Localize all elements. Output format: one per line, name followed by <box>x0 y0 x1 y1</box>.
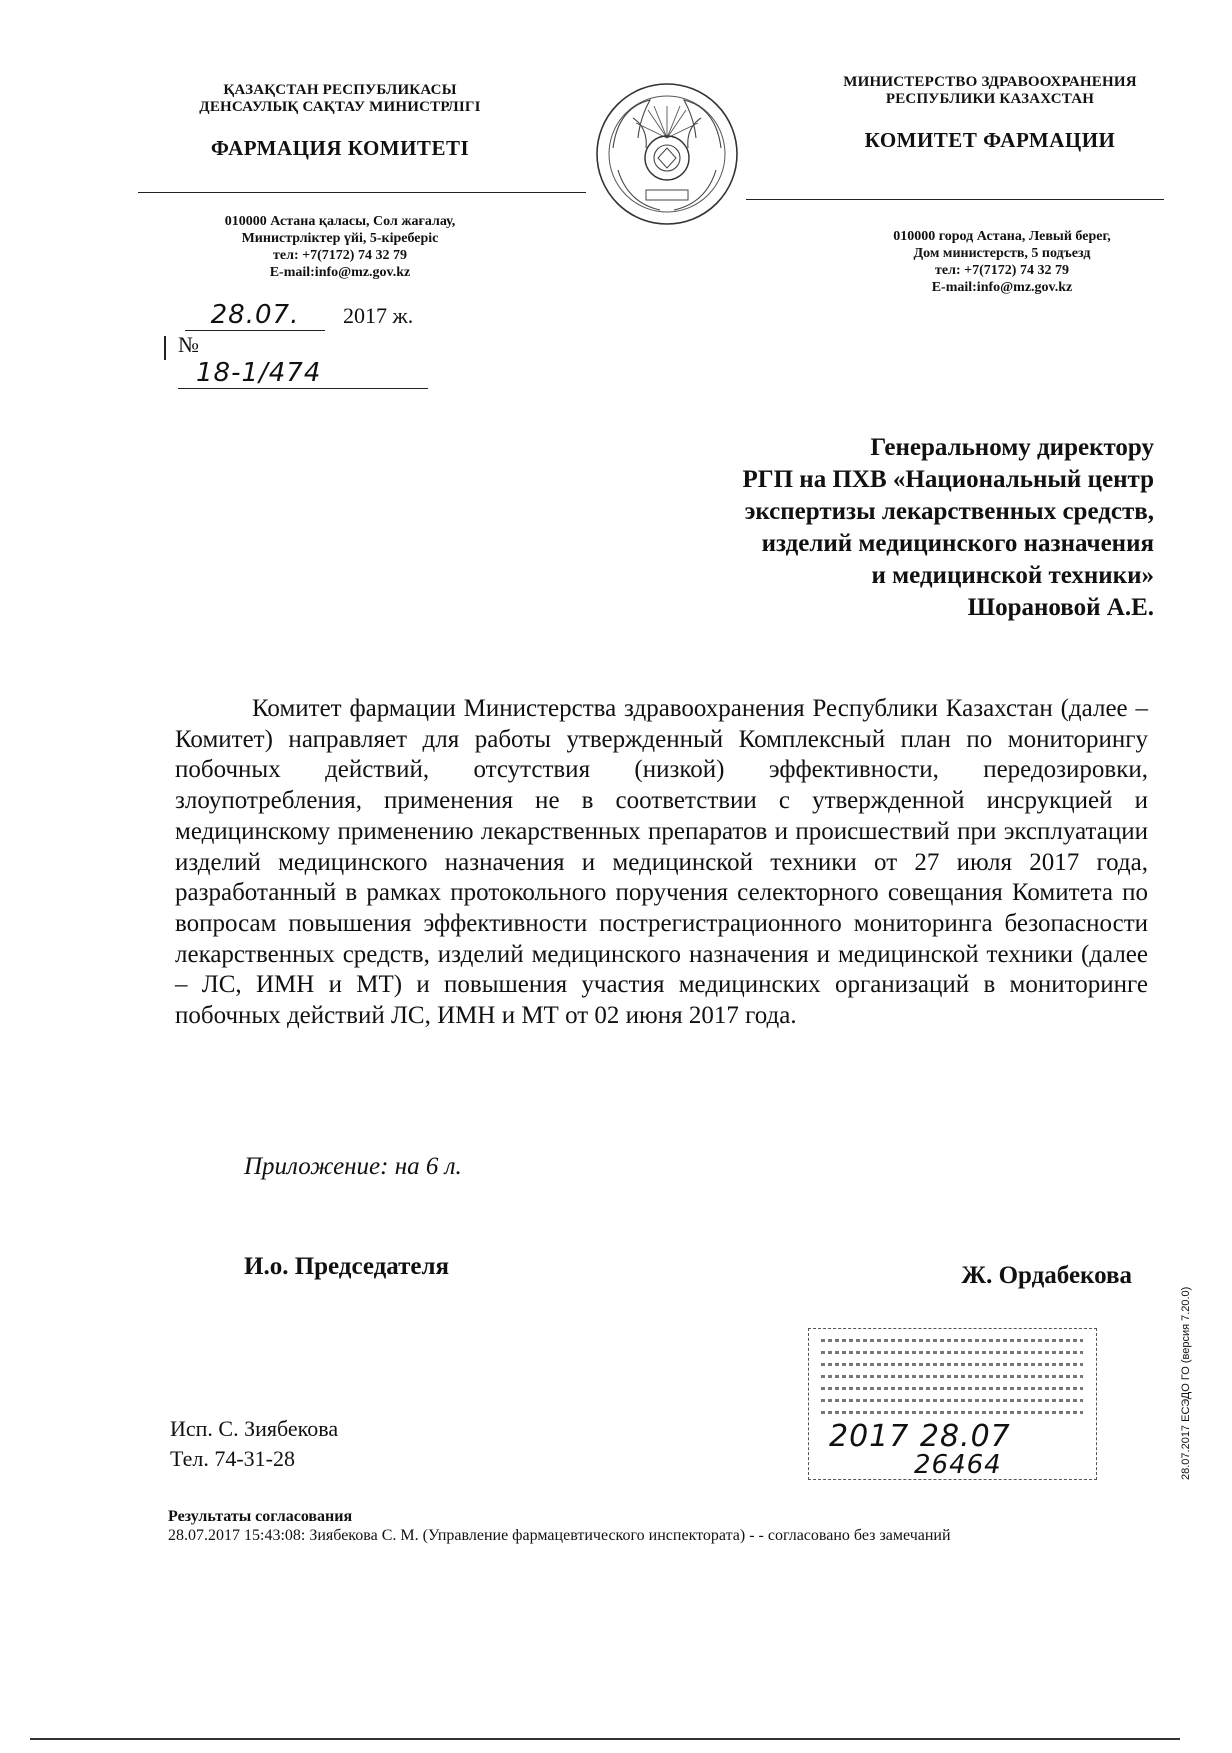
addressee-line: экспертизы лекарственных средств, <box>744 498 1154 525</box>
executor-name: Исп. С. Зиябекова <box>170 1416 339 1441</box>
ru-address-line: 010000 город Астана, Левый берег, <box>893 229 1111 244</box>
ru-address-line: тел: +7(7172) 74 32 79 <box>935 263 1069 278</box>
header-ru-address <box>822 228 1182 296</box>
signature-name: Ж. Ордабекова <box>961 1262 1132 1289</box>
stamp-text-lines <box>821 1339 1083 1423</box>
edms-side-note: 28.07.2017 ЕСЭДО ГО (версия 7.20.0) <box>1180 1286 1192 1480</box>
signature-position: И.о. Председателя <box>244 1253 450 1280</box>
stamp-date-handwritten: 2017 28.07 <box>829 1419 1011 1454</box>
stamp-number-handwritten: 26464 <box>914 1450 1002 1480</box>
header-ru-title: КОМИТЕТ ФАРМАЦИИ <box>864 128 1116 152</box>
kz-address-line: 010000 Астана қаласы, Сол жағалау, <box>224 214 456 229</box>
addressee-line: РГП на ПХВ «Национальный центр <box>742 466 1154 493</box>
letter-body: Комитет фармации Министерства здравоохранения Республики Казахстан (далее – Комитет) направляет для работы утвержденный Комплексный план по мониторингу побочных действий, отсутствия (низкой) эффективности, передозировки, злоупотребления, применения не в соответствии с утвержденной инсрукцией и медицинскому применению лекарственных препаратов и происшествий при эксплуатации изделий медицинского назначения и медицинской техники от 27 июля 2017 года, разработанный в рамках протокольного поручения селекторного совещания Комитета по вопросам повышения эффективности пострегистрационного мониторинга безопасности лекарственных средств, изделий медицинского назначения и медицинской техники (далее – ЛС, ИМН и МТ) и повышения участия медицинских организаций в мониторинге побочных действий ЛС, ИМН и МТ от 02 июня 2017 года. <box>175 695 1148 1030</box>
header-kz-line1: ҚАЗАҚСТАН РЕСПУБЛИКАСЫ <box>223 82 457 98</box>
ru-address-line: Дом министерств, 5 подъезд <box>913 246 1091 261</box>
reg-date-row <box>185 300 445 331</box>
ru-address-line: E-mail:info@mz.gov.kz <box>931 280 1073 295</box>
kazakhstan-state-emblem-icon <box>588 78 746 230</box>
executor-block <box>170 1414 338 1474</box>
header-ru-line2: РЕСПУБЛИКИ КАЗАХСТАН <box>885 91 1095 107</box>
reg-margin-mark <box>164 336 166 360</box>
approval-results <box>168 1507 1108 1545</box>
kz-address-line: E-mail:info@mz.gov.kz <box>269 265 411 280</box>
header-ru-rule <box>746 199 1164 200</box>
header-kz-rule <box>138 192 586 193</box>
addressee-line: изделий медицинского назначения <box>761 530 1154 557</box>
kz-address-line: Министрліктер үйі, 5-кіреберіс <box>241 231 439 246</box>
approval-results-text: 28.07.2017 15:43:08: Зиябекова С. М. (Управление фармацевтического инспектората) - - согласовано без замечаний <box>168 1527 951 1544</box>
reg-number-row <box>178 332 450 389</box>
addressee-line: Генеральному директору <box>870 434 1154 461</box>
header-kz-line2: ДЕНСАУЛЫҚ САҚТАУ МИНИСТРЛІГІ <box>199 99 481 115</box>
bottom-scan-line <box>30 1738 1180 1740</box>
attachment-note: Приложение: на 6 л. <box>244 1153 462 1180</box>
approval-results-title: Результаты согласования <box>168 1508 353 1525</box>
addressee-line: и медицинской техники» <box>871 562 1154 589</box>
reg-year: 2017 ж. <box>343 303 414 328</box>
reg-number-prefix: № <box>178 332 199 357</box>
addressee-block <box>554 432 1154 624</box>
header-kz-address <box>160 213 520 281</box>
executor-phone: Тел. 74-31-28 <box>170 1446 295 1471</box>
reg-date-handwritten: 28.07. <box>185 300 325 331</box>
reg-number-handwritten: 18-1/474 <box>178 358 428 389</box>
registration-stamp <box>808 1328 1097 1480</box>
addressee-line: Шорановой А.Е. <box>967 594 1154 621</box>
header-ru-line1: МИНИСТЕРСТВО ЗДРАВООХРАНЕНИЯ <box>843 74 1137 90</box>
header-ru <box>815 74 1165 108</box>
header-kz-title: ФАРМАЦИЯ КОМИТЕТІ <box>210 136 470 160</box>
header-kz <box>140 82 540 116</box>
kz-address-line: тел: +7(7172) 74 32 79 <box>273 248 407 263</box>
